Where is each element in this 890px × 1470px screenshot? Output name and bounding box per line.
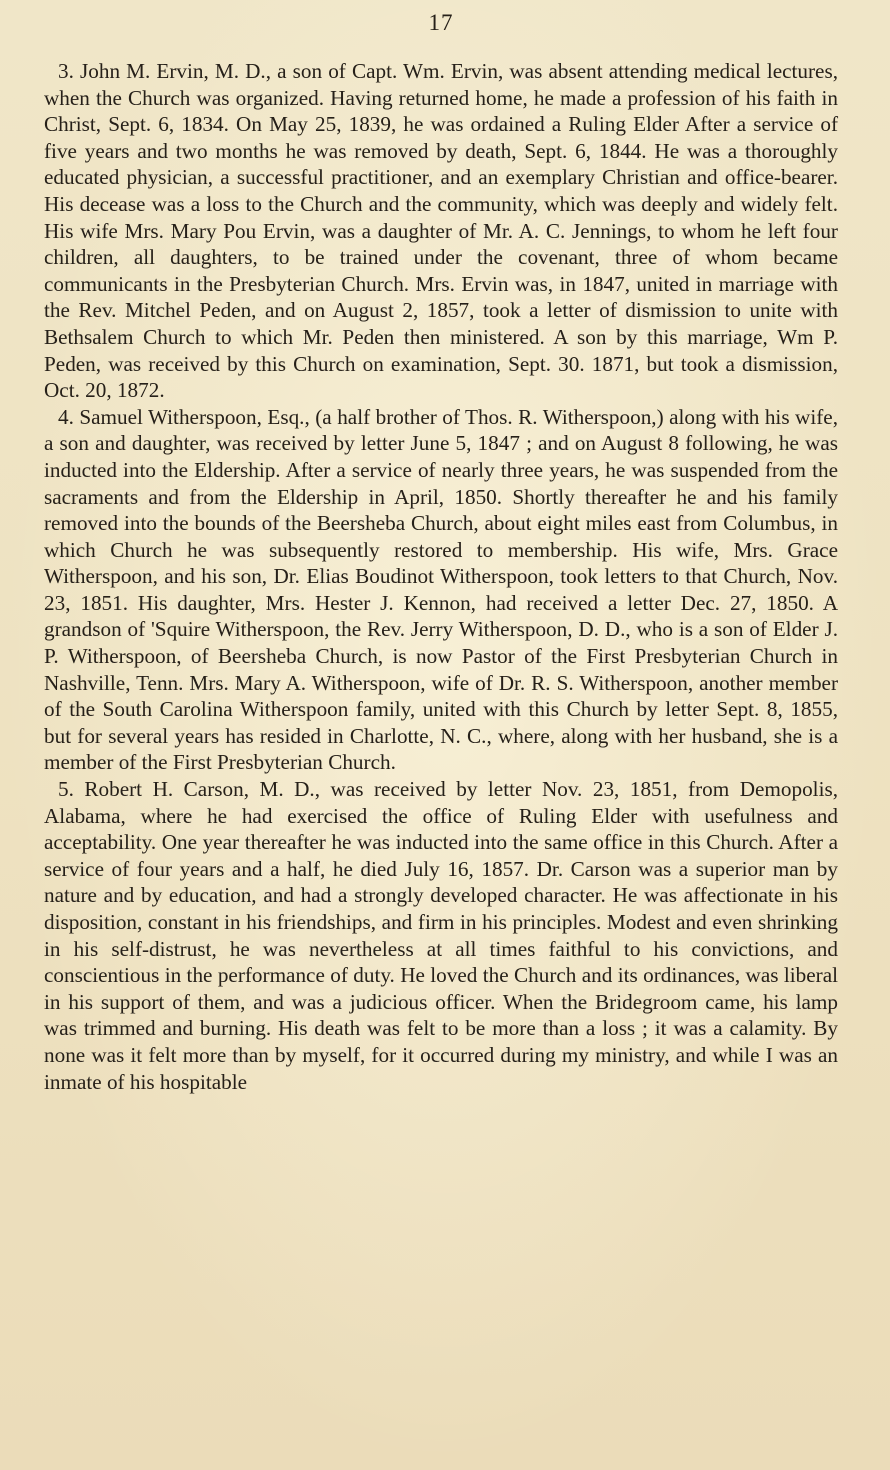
paragraph-witherspoon: 4. Samuel Witherspoon, Esq., (a half brother of Thos. R. Witherspoon,) along with his wife, a son and daughter, was received by letter June 5, 1847 ; and on August 8 following, he was inducted into the Eldership. After a service of nearly three years, he was suspended from the sacraments and from the Eldership in April, 1850. Shortly thereafter he and his family removed into the bounds of the Beersheba Church, about eight miles east from Columbus, in which Church he was subsequently restored to membership. His wife, Mrs. Grace Witherspoon, and his son, Dr. Elias Boudinot Witherspoon, took letters to that Church, Nov. 23, 1851. His daughter, Mrs. Hester J. Kennon, had received a letter Dec. 27, 1850. A grandson of 'Squire Witherspoon, the Rev. Jerry Witherspoon, D. D., who is a son of Elder J. P. Witherspoon, of Beersheba Church, is now Pastor of the First Presbyterian Church in Nashville, Tenn. Mrs. Mary A. Witherspoon, wife of Dr. R. S. Witherspoon, another member of the South Carolina Witherspoon family, united with this Church by letter Sept. 8, 1855, but for several years has resided in Charlotte, N. C., where, along with her husband, she is a member of the First Presbyterian Church. xyxy=(44,404,838,775)
paragraph-ervin: 3. John M. Ervin, M. D., a son of Capt. Wm. Ervin, was absent attending medical lectures, when the Church was organized. Having returned home, he made a profession of his faith in Christ, Sept. 6, 1834. On May 25, 1839, he was ordained a Ruling Elder After a service of five years and two months he was removed by death, Sept. 6, 1844. He was a thoroughly educated physician, a successful practitioner, and an exemplary Christian and office-bearer. His decease was a loss to the Church and the community, which was deeply and widely felt. His wife Mrs. Mary Pou Ervin, was a daughter of Mr. A. C. Jennings, to whom he left four children, all daughters, to be trained under the covenant, three of whom became communicants in the Presbyterian Church. Mrs. Ervin was, in 1847, united in marriage with the Rev. Mitchel Peden, and on August 2, 1857, took a letter of dismission to unite with Bethsalem Church to which Mr. Peden then ministered. A son by this marriage, Wm P. Peden, was received by this Church on examination, Sept. 30. 1871, but took a dismission, Oct. 20, 1872. xyxy=(44,59,838,403)
paragraph-carson: 5. Robert H. Carson, M. D., was received by letter Nov. 23, 1851, from Demopolis, Alabama, where he had exercised the office of Ruling Elder with usefulness and acceptability. One year thereafter he was inducted into the same office in this Church. After a service of four years and a half, he died July 16, 1857. Dr. Carson was a superior man by nature and by education, and had a strongly developed character. He was affectionate in his disposition, constant in his friendships, and firm in his principles. Modest and even shrinking in his self-distrust, he was nevertheless at all times faithful to his convictions, and conscientious in the performance of duty. He loved the Church and its ordinances, was liberal in his support of them, and was a judicious officer. When the Bridegroom came, his lamp was trimmed and burning. His death was felt to be more than a loss ; it was a calamity. By none was it felt more than by myself, for it occurred during my ministry, and while I was an inmate of his hospitable xyxy=(44,777,838,1094)
page-body xyxy=(44,58,838,1095)
page-number: 17 xyxy=(428,10,454,35)
